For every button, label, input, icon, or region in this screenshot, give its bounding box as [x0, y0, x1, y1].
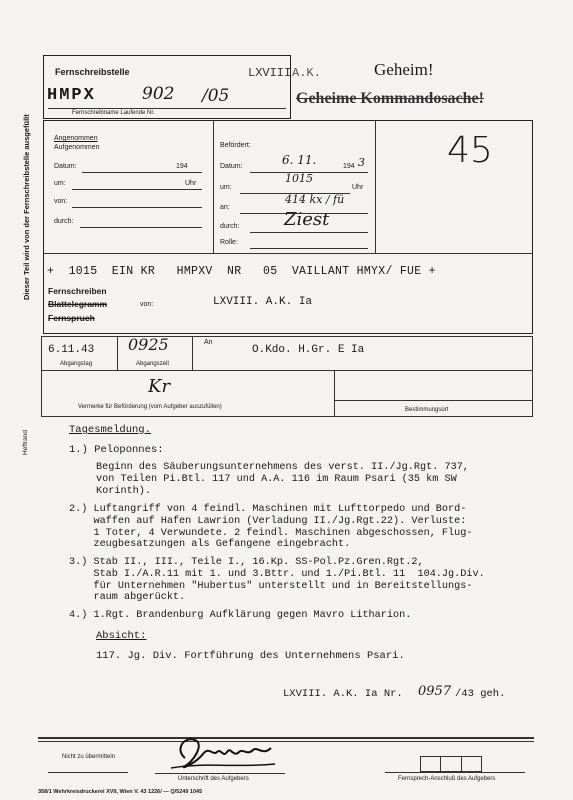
- dispatch-time: 0925: [128, 335, 169, 354]
- footer-right-label: Fernsprech-Anschluß des Aufgebers: [398, 776, 496, 782]
- teletype-header-line: + 1015 EIN KR HMPXV NR 05 VAILLANT HMYX/ FUE +: [47, 265, 436, 278]
- footer-left-label: Nicht zu übermitteln: [62, 754, 116, 760]
- forwarded-an-label: an:: [220, 204, 230, 211]
- phone-boxes: [420, 756, 482, 772]
- forwarded-year-prefix: 194: [343, 163, 355, 170]
- forwarded-heading: Befördert:: [220, 142, 251, 149]
- dispatch-date: 6.11.43: [48, 344, 95, 356]
- report-item-2-text: 2.) Luftangriff von 4 feindl. Maschinen mit Lufttorpedo und Bord- waffen auf Hafen Lawrion (Verladung II./Jg.Rgt.22). Verluste: 1 Toter, 4 Verwundete. 2 feindl. Maschinen abgeschossen, Flug- zeugbesatzungen als Gefangene eingebracht.: [69, 504, 473, 551]
- bestimmungsort-label: Bestimmungsort: [405, 407, 449, 413]
- transmission-von-label: von:: [140, 301, 154, 308]
- reference-number: 0957: [418, 684, 452, 699]
- handwritten-signature: [165, 728, 280, 776]
- signature-label: Unterschrift des Aufgebers: [178, 776, 249, 782]
- reference-suffix: /43 geh.: [455, 688, 506, 700]
- vermerke-label: Vermerke für Beförderung (vom Aufgeber auszufüllen): [78, 404, 222, 410]
- forwarded-um-label: um:: [220, 184, 232, 191]
- dispatch-date-label: Abgangstag: [60, 361, 93, 367]
- report-item-1-text: Beginn des Säuberungsunternehmens des verst. II./Jg.Rgt. 737, von Teilen Pi.Btl. 117 und A.A. 116 im Raum Psari (35 km SW Korinth).: [96, 462, 469, 497]
- transmission-type-blattelegramm: Blattelegramm: [48, 299, 108, 309]
- sender-code: A.K.: [292, 66, 321, 80]
- forwarded-um-value: 1015: [285, 172, 313, 185]
- header-sublabel: Fernschreibname Laufende Nr.: [72, 110, 155, 116]
- transmission-type-fernschreiben: Fernschreiben: [48, 286, 107, 296]
- forwarded-datum-value: 6. 11.: [282, 153, 317, 167]
- received-datum-label: Datum:: [54, 163, 77, 170]
- sender-stamp: LXVIII: [248, 66, 292, 80]
- forwarded-uhr-label: Uhr: [352, 184, 364, 191]
- printer-line: 358/1 Wehrkreisdruckerei XVII, Wien V. 43 1226/ — Q/5249 1045: [38, 789, 203, 795]
- dispatch-an-label: An: [204, 339, 213, 346]
- forwarded-datum-label: Datum:: [220, 163, 243, 170]
- report-heading: Tagesmeldung.: [69, 424, 151, 436]
- transmission-type-fernspruch: Fernspruch: [48, 313, 95, 323]
- forwarded-rolle-label: Rolle:: [220, 239, 238, 246]
- report-item-4-text: 4.) 1.Rgt. Brandenburg Aufklärung gegen Mavro Litharion.: [69, 610, 412, 621]
- received-year-prefix: 194: [176, 163, 188, 170]
- transmission-von-value: LXVIII. A.K. Ia: [213, 296, 313, 308]
- received-um-label: um:: [54, 180, 66, 187]
- kr-handwritten: Kr: [148, 376, 171, 397]
- report-item-1-title: 1.) Peloponnes:: [69, 444, 164, 456]
- received-heading-1: Angenommen: [54, 135, 98, 142]
- forwarded-year-hand: 3: [358, 156, 365, 169]
- classification: Geheim!: [374, 60, 434, 79]
- page-number-handwritten: 45: [447, 130, 493, 171]
- dispatch-recipient: O.Kdo. H.Gr. E Ia: [252, 344, 365, 356]
- forwarded-durch-value: Ziest: [284, 209, 330, 230]
- callsign: HMPX: [47, 86, 96, 105]
- absicht-text: 117. Jg. Div. Fortführung des Unternehmens Psari.: [96, 650, 405, 662]
- reference-prefix: LXVIII. A.K. Ia Nr.: [283, 688, 403, 700]
- report-item-3-text: 3.) Stab II., III., Teile I., 16.Kp. SS-Pol.Pz.Gren.Rgt.2, Stab I./A.R.11 mit 1. und 3.Bttr. und 1./Pi.Btl. 11 104.Jg.Div. für Unternehmen "Hubertus" unterstellt und in Bereitstellungs- raum abgerückt.: [69, 557, 485, 604]
- forwarded-durch-label: durch:: [220, 223, 240, 230]
- received-uhr-label: Uhr: [185, 180, 197, 187]
- heftrand-label: Heftrand: [22, 430, 29, 455]
- absicht-label: Absicht:: [96, 630, 147, 642]
- slash-handwritten: /05: [202, 86, 230, 106]
- received-durch-label: durch:: [54, 218, 74, 225]
- forwarded-an-value: 414 kx / fü: [285, 193, 345, 206]
- received-heading-2: Aufgenommen: [54, 144, 100, 151]
- form-title: Fernschreibstelle: [55, 67, 130, 77]
- dispatch-time-label: Abgangszeit: [136, 361, 170, 367]
- crossed-classification: Geheime Kommandosache!: [296, 90, 484, 107]
- number-handwritten: 902: [142, 84, 175, 104]
- received-von-label: von:: [54, 198, 68, 205]
- side-note-vertical: Dieser Teil wird von der Fernschreibstelle ausgefüllt: [22, 114, 31, 300]
